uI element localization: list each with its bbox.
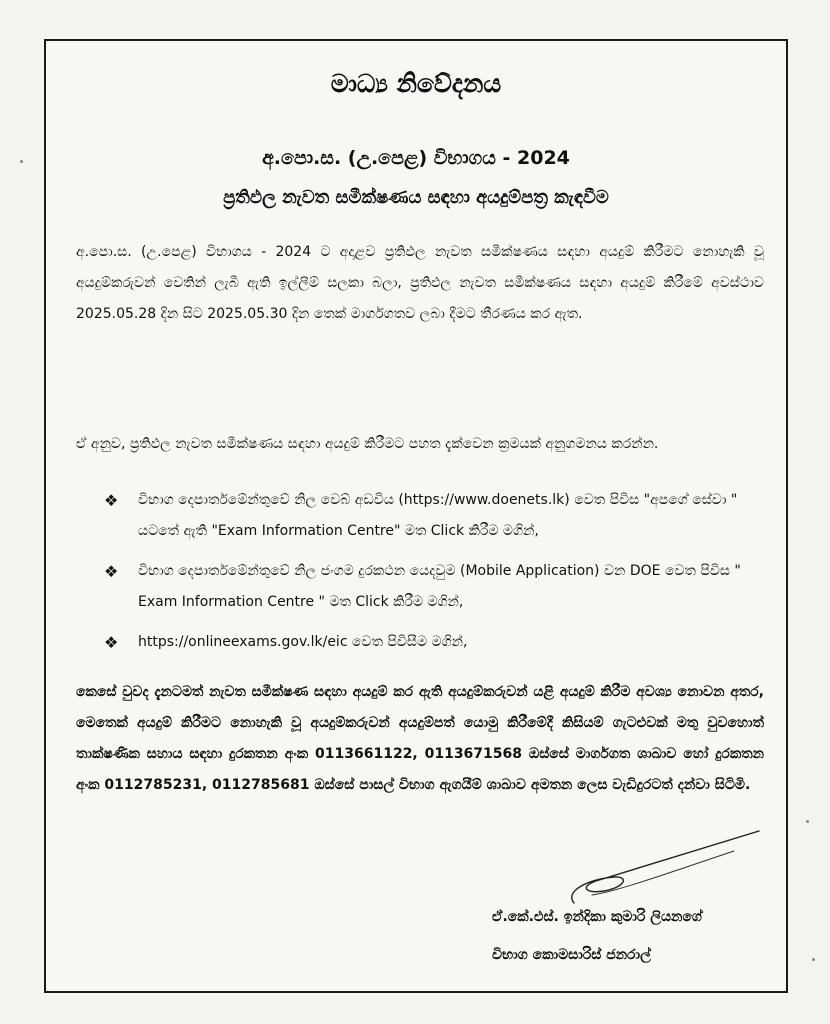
- list-item-text: විභාග දෙපාර්තමේන්තුවේ නිල වෙබ් අඩවිය (https://www.doenets.lk) වෙත පිවිස "අපගේ සේවා " යටතේ ඇති "Exam Information Centre" මත Click කිරීම මගින්,: [138, 492, 738, 539]
- document-frame: [44, 39, 788, 993]
- list-item: [104, 556, 764, 618]
- intro-paragraph: අ.පො.ස. (උ.පෙළ) විභාගය - 2024 ට අදාළව ප්‍රතිඵල නැවත සමීක්ෂණය සඳහා අයදුම් කිරීමට නොහැකි වූ අයදුම්කරුවන් වෙතින් ලැබී ඇති ඉල්ලීම් සලකා බලා, ප්‍රතිඵල නැවත සමීක්ෂණය සඳහා අයදුම් කිරීමේ අවස්ථාව 2025.05.28 දින සිට 2025.05.30 දින තෙක් මාර්ගගතව ලබා දීමට තීරණය කර ඇත.: [76, 244, 764, 322]
- closing-paragraph: කෙසේ වුවද දැනටමත් නැවත සමීක්ෂණ සඳහා අයදුම් කර ඇති අයදුම්කරුවන් යළි අයදුම් කිරීම අවශ්‍ය නොවන අතර, මෙතෙක් අයදුම් කිරීමට නොහැකි වූ අයදුම්කරුවන් අයදුම්පත් යොමු කිරීමේදී කිසියම් ගැටළුවක් මතු වුවහොත් තාක්ෂණික සහාය සඳහා දුරකතන අංක 0113661122, 0113671568 ඔස්සේ මාර්ගගත ශාඛාව හෝ දුරකතන අංක 0112785231, 0112785681 ඔස්සේ පාසල් විභාග ඇගයීම් ශාඛාව අමතන ලෙස වැඩිදුරටත් දන්වා සිටිමි.: [76, 684, 764, 793]
- diamond-bullet-icon: ❖: [104, 491, 119, 510]
- scan-speck: [806, 820, 809, 823]
- list-item-text: https://onlineexams.gov.lk/eic වෙත පිවිසීම මගින්,: [138, 634, 468, 650]
- list-item-text: විභාග දෙපාර්තමේන්තුවේ නිල ජංගම දුරකථන යෙදවුම (Mobile Application) වන DOE වෙත පිවිස " Exam Information Centre " මත Click කිරීම මගින්,: [138, 563, 741, 610]
- signature-mark: [534, 821, 764, 911]
- signatory-name: ඒ.කේ.එස්. ඉන්දිකා කුමාරි ලියනගේ: [492, 909, 702, 925]
- list-item: [104, 627, 764, 658]
- exam-heading: අ.පො.ස. (උ.පෙළ) විභාගය - 2024: [262, 147, 570, 169]
- signatory-title: විභාග කොමසාරිස් ජනරාල්: [492, 947, 651, 963]
- diamond-bullet-icon: ❖: [104, 562, 119, 581]
- list-item: [104, 485, 764, 547]
- scan-speck: [20, 160, 23, 163]
- subject-heading: ප්‍රතිඵල නැවත සමීක්ෂණය සඳහා අයදුම්පත්‍ර කැඳවීම: [223, 187, 609, 208]
- document-title: මාධ්‍ය නිවේදනය: [330, 69, 502, 98]
- scan-speck: [812, 958, 815, 961]
- diamond-bullet-icon: ❖: [104, 633, 119, 652]
- instruction-paragraph: ඒ අනුව, ප්‍රතිඵල නැවත සමීක්ෂණය සඳහා අයදුම් කිරීමට පහත දැක්වෙන ක්‍රමයක් අනුගමනය කරන්න.: [76, 436, 659, 452]
- application-methods-list: [104, 485, 764, 667]
